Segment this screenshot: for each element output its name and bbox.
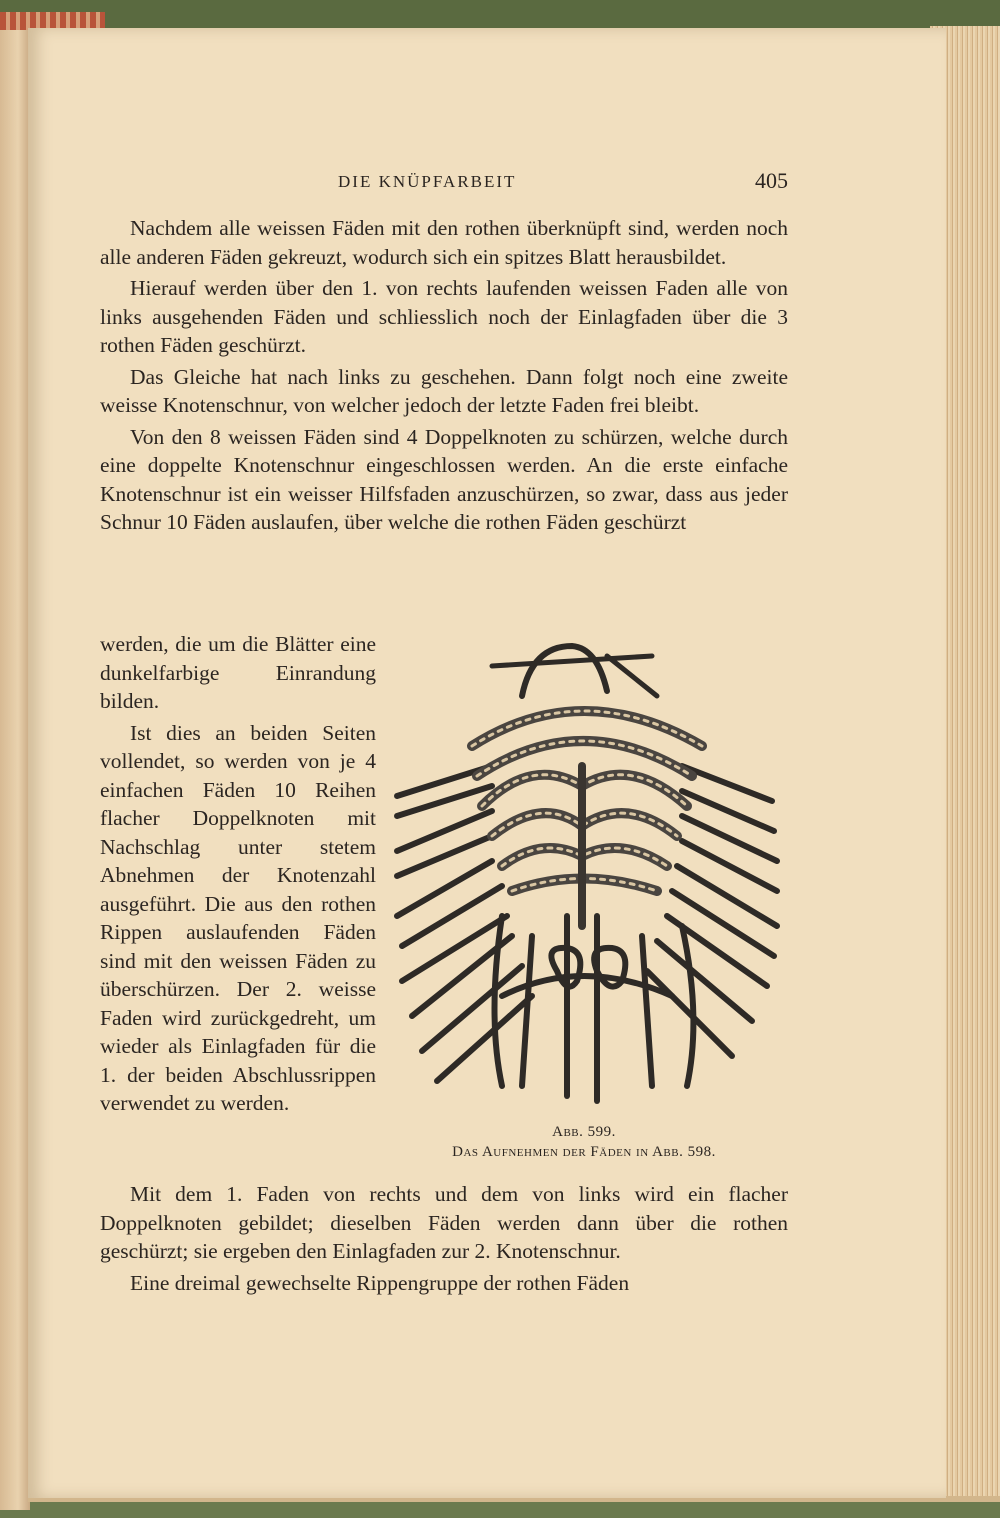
paragraph: Das Gleiche hat nach links zu geschehen. Dann folgt noch eine zweite weisse Knotenschnur, von welcher jedoch der letzte Faden frei bleibt.: [100, 364, 788, 417]
figure-label: Abb. 599.: [552, 1124, 616, 1140]
page-header: [100, 168, 788, 198]
paragraph: Eine dreimal gewechselte Rippengruppe der rothen Fäden: [130, 1270, 630, 1295]
body-text-bottom: [100, 1180, 788, 1300]
paragraph: werden, die um die Blätter eine dunkelfarbige Einrandung bilden.: [100, 632, 376, 713]
page-number: 405: [755, 168, 788, 193]
paragraph: Nachdem alle weissen Fäden mit den rothen überknüpft sind, werden noch alle anderen Fäden gekreuzt, wodurch sich ein spitzes Blatt herausbildet.: [100, 216, 788, 269]
figure-caption: [382, 1122, 786, 1162]
paragraph: Hierauf werden über den 1. von rechts laufenden weissen Faden alle von links ausgehenden Fäden und schliesslich noch der Einlagfaden über die 3 rothen Fäden geschürzt.: [100, 276, 788, 357]
body-text-side: [100, 630, 376, 1121]
body-text-top: [100, 214, 788, 540]
book-cover-top: [0, 0, 1000, 30]
running-title: DIE KNÜPFARBEIT: [338, 172, 517, 191]
macrame-knot-illustration: [382, 636, 786, 1126]
paragraph: Von den 8 weissen Fäden sind 4 Doppelknoten zu schürzen, welche durch eine doppelte Knotenschnur eingeschlossen werden. An die erste einfache Knotenschnur ist ein weisser Hilfsfaden anzuschürzen, so zwar, dass aus jeder Schnur 10 Fäden auslaufen, über welche die rothen Fäden geschürzt: [100, 424, 788, 534]
paragraph: Mit dem 1. Faden von rechts und dem von links wird ein flacher Doppelknoten gebildet; dieselben Fäden werden dann über die rothen geschürzt; sie ergeben den Einlagfaden zur 2. Knotenschnur.: [100, 1182, 788, 1263]
paragraph: Ist dies an beiden Seiten vollendet, so werden von je 4 einfachen Fäden 10 Reihen flacher Doppelknoten mit Nachschlag unter stetem Abnehmen der Knotenzahl ausgeführt. Die aus den rothen Rippen auslaufenden Fäden sind mit den weissen Fäden zu überschürzen. Der 2. weisse Faden wird zurückgedreht, um wieder als Einlagfaden für die 1. der beiden Abschlussrippen verwendet zu werden.: [100, 720, 376, 1115]
left-page-edge: [0, 30, 30, 1510]
figure-title: Das Aufnehmen der Fäden in Abb. 598.: [452, 1144, 716, 1160]
